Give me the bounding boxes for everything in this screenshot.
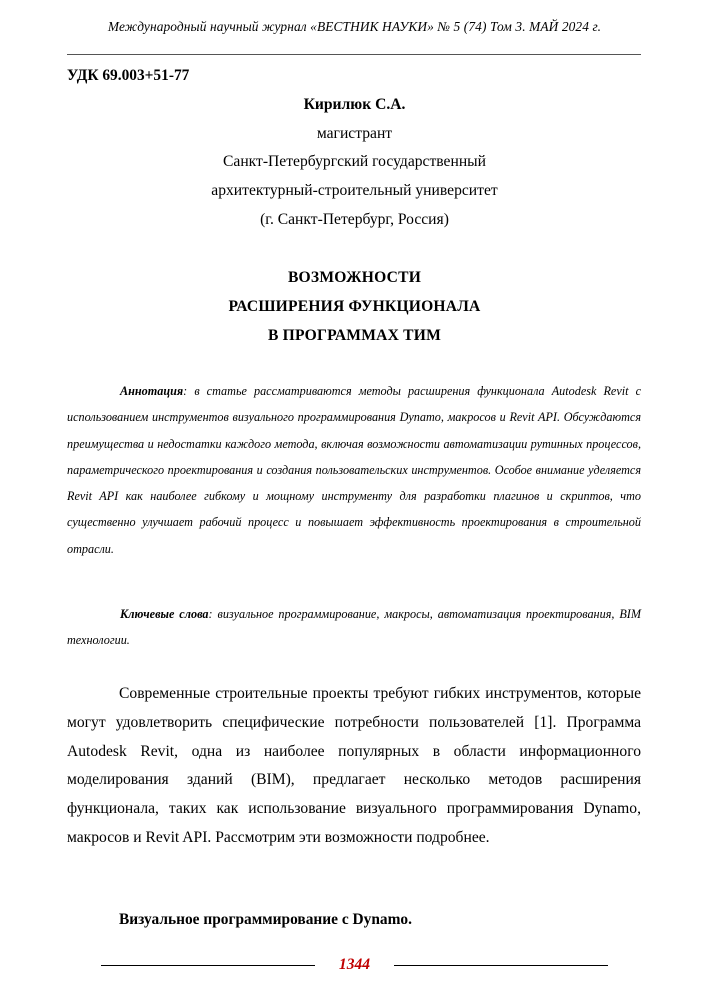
- abstract: [67, 378, 641, 562]
- keywords-text: : визуальное программирование, макросы, автоматизация проектирования, BIM технологии.: [67, 607, 642, 648]
- author-position: магистрант: [316, 125, 393, 142]
- footer-divider-right: [394, 965, 608, 966]
- journal-header: Международный научный журнал «ВЕСТНИК НАУКИ» № 5 (74) Том 3. МАЙ 2024 г.: [107, 19, 602, 34]
- abstract-text: : в статье рассматриваются методы расширения функционала Autodesk Revit с использованием инструментов визуального программирования Dynamo, макросов и Revit API. Обсуждаются преимущества и недостатки каждого метода, включая возможности автоматизации рутинных процессов, параметрического проектирования и создания пользовательских инструментов. Особое внимание уделяется Revit API как наиболее гибкому и мощному инструменту для разработки плагинов и скриптов, что существенно улучшает рабочий процесс и повышает эффективность проектирования в строительной отрасли.: [67, 384, 641, 556]
- abstract-label: Аннотация: [120, 384, 184, 398]
- author-affiliation-line1: Санкт-Петербургский государственный: [223, 153, 486, 170]
- article-title-line2: РАСШИРЕНИЯ ФУНКЦИОНАЛА: [228, 298, 481, 315]
- author-location: (г. Санкт-Петербург, Россия): [260, 211, 449, 228]
- keywords-label: Ключевые слова: [120, 607, 209, 621]
- header-divider: [67, 54, 641, 55]
- page-number: 1344: [338, 956, 371, 973]
- udk-code: УДК 69.003+51-77: [67, 67, 190, 84]
- section-heading: Визуальное программирование с Dynamo.: [119, 911, 412, 928]
- article-title-line3: В ПРОГРАММАХ ТИМ: [267, 327, 441, 344]
- article-title-line1: ВОЗМОЖНОСТИ: [287, 269, 422, 286]
- footer-divider-left: [101, 965, 315, 966]
- author-affiliation-line2: архитектурный-строительный университет: [211, 182, 498, 199]
- keywords: [67, 601, 641, 654]
- author-name: Кирилюк С.А.: [303, 96, 406, 113]
- body-paragraph: Современные строительные проекты требуют гибких инструментов, которые могут удовлетворить специфические потребности пользователей [1]. Программа Autodesk Revit, одна из наиболее популярных в области информационного моделирования зданий (BIM), предлагает несколько методов расширения функционала, таких как использование визуального программирования Dynamo, макросов и Revit API. Рассмотрим эти возможности подробнее.: [67, 685, 641, 846]
